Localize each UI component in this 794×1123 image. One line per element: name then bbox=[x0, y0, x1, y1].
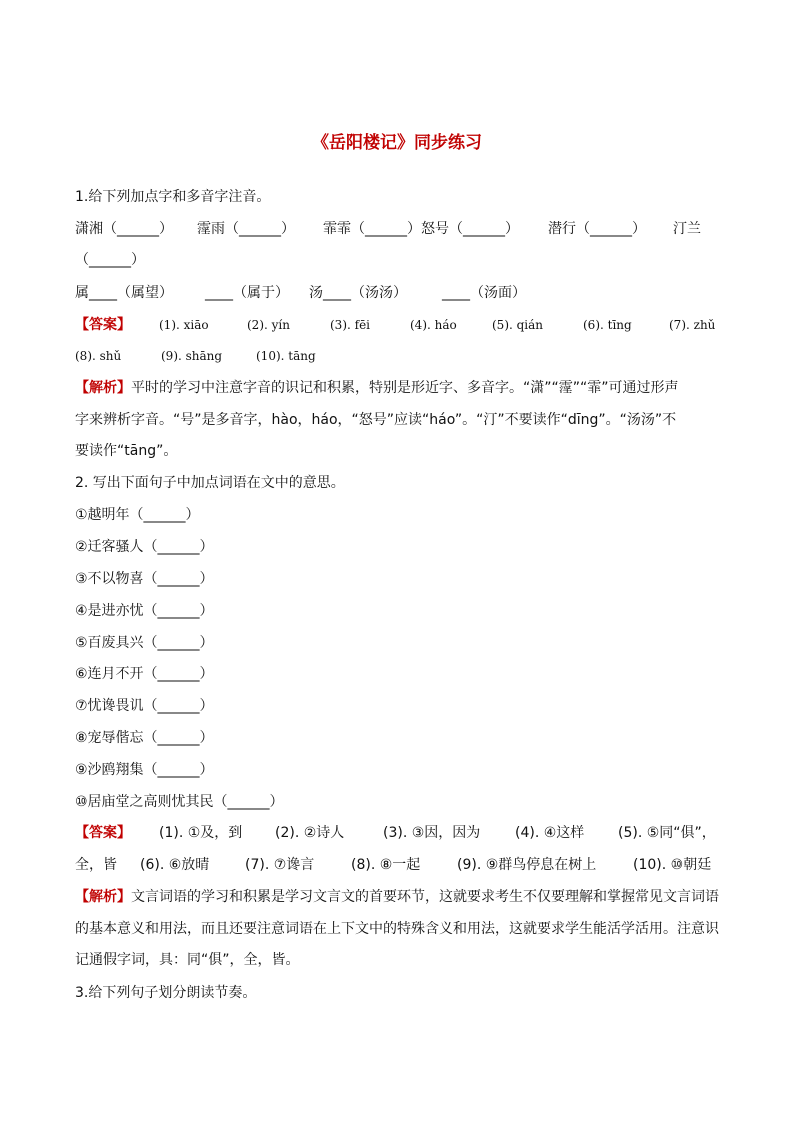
q2-item: ④是进亦忧（______） bbox=[75, 603, 214, 619]
q1-item: 霏霏（______）怒号（______） bbox=[323, 221, 519, 237]
answer-item: (3). ③因，因为 bbox=[383, 825, 481, 841]
answer-item: (3). fēi bbox=[330, 318, 371, 332]
answer-item: (7). zhǔ bbox=[669, 318, 716, 332]
q1-item: ____（汤面） bbox=[442, 285, 526, 301]
q2-item: ②迁客骚人（______） bbox=[75, 539, 214, 555]
q2-prompt: 2. 写出下面句子中加点词语在文中的意思。 bbox=[75, 475, 345, 491]
q1-analysis-line-1 bbox=[75, 378, 679, 398]
answer-label: 【答案】 bbox=[75, 317, 131, 333]
answer-item: (6). ⑥放晴 bbox=[140, 857, 210, 873]
answer-item: (8). ⑧一起 bbox=[351, 857, 421, 873]
answer-item: (4). háo bbox=[410, 318, 457, 332]
answer-item: (5). ⑤同“俱”， bbox=[618, 825, 716, 841]
answer-item: (7). ⑦谗言 bbox=[245, 857, 315, 873]
q1-prompt: 1.给下列加点字和多音字注音。 bbox=[75, 189, 271, 205]
answer-item: 全，皆 bbox=[75, 857, 117, 873]
answer-item: (9). shāng bbox=[161, 349, 223, 363]
q1-item: 汤____（汤汤） bbox=[309, 285, 407, 301]
q2-analysis-line-3: 记通假字词，具：同“俱”，全，皆。 bbox=[75, 952, 300, 968]
q1-item: 潜行（______） bbox=[548, 221, 646, 237]
q2-analysis-line-1 bbox=[75, 887, 719, 907]
q2-item: ⑥连月不开（______） bbox=[75, 666, 214, 682]
q1-item: 汀兰 bbox=[673, 221, 701, 237]
q1-analysis-line-2: 字来辨析字音。“号”是多音字，hào，háo，“怒号”应读“háo”。“汀”不要读作“dīng”。“汤汤”不 bbox=[75, 412, 677, 428]
answer-item: (6). tīng bbox=[583, 318, 632, 332]
answer-label: 【答案】 bbox=[75, 825, 131, 841]
q2-item: ③不以物喜（______） bbox=[75, 571, 214, 587]
answer-item: (5). qián bbox=[492, 318, 544, 332]
q1-analysis-line-3: 要读作“tāng”。 bbox=[75, 443, 178, 459]
q2-item: ⑧宠辱偕忘（______） bbox=[75, 730, 214, 746]
q3-prompt: 3.给下列句子划分朗读节奏。 bbox=[75, 985, 257, 1001]
answer-item: (1). ①及，到 bbox=[159, 825, 243, 841]
q2-analysis-line-2: 的基本意义和用法，而且还要注意词语在上下文中的特殊含义和用法，这就要求学生能活学活用。注意识 bbox=[75, 921, 719, 937]
answer-item: (9). ⑨群鸟停息在树上 bbox=[457, 857, 597, 873]
analysis-label: 【解析】 bbox=[75, 889, 131, 905]
q2-item: ⑤百废具兴（______） bbox=[75, 635, 214, 651]
q1-item: 霪雨（______） bbox=[197, 221, 295, 237]
analysis-text: 平时的学习中注意字音的识记和积累，特别是形近字、多音字。“潇”“霪”“霏”可通过形声 bbox=[131, 380, 679, 396]
analysis-text: 文言词语的学习和积累是学习文言文的首要环节，这就要求考生不仅要理解和掌握常见文言词语 bbox=[131, 889, 719, 905]
analysis-label: 【解析】 bbox=[75, 380, 131, 396]
document-title: 《岳阳楼记》同步练习 bbox=[312, 133, 482, 153]
answer-item: (10). ⑩朝廷 bbox=[633, 857, 712, 873]
q2-item: ①越明年（______） bbox=[75, 507, 200, 523]
answer-item: (2). ②诗人 bbox=[275, 825, 345, 841]
q1-item: ____（属于） bbox=[205, 285, 289, 301]
answer-item: (8). shǔ bbox=[75, 349, 122, 363]
answer-item: (2). yín bbox=[247, 318, 290, 332]
answer-item: (4). ④这样 bbox=[515, 825, 585, 841]
q2-item: ⑩居庙堂之高则忧其民（______） bbox=[75, 794, 284, 810]
q1-item: （______） bbox=[75, 252, 145, 268]
answer-item: (10). tāng bbox=[256, 349, 316, 363]
answer-item: (1). xiāo bbox=[159, 318, 209, 332]
q2-item: ⑦忧谗畏讥（______） bbox=[75, 698, 214, 714]
q2-item: ⑨沙鸥翔集（______） bbox=[75, 762, 214, 778]
q1-item: 潇湘（______） bbox=[75, 221, 173, 237]
q1-item: 属____（属望） bbox=[75, 285, 173, 301]
